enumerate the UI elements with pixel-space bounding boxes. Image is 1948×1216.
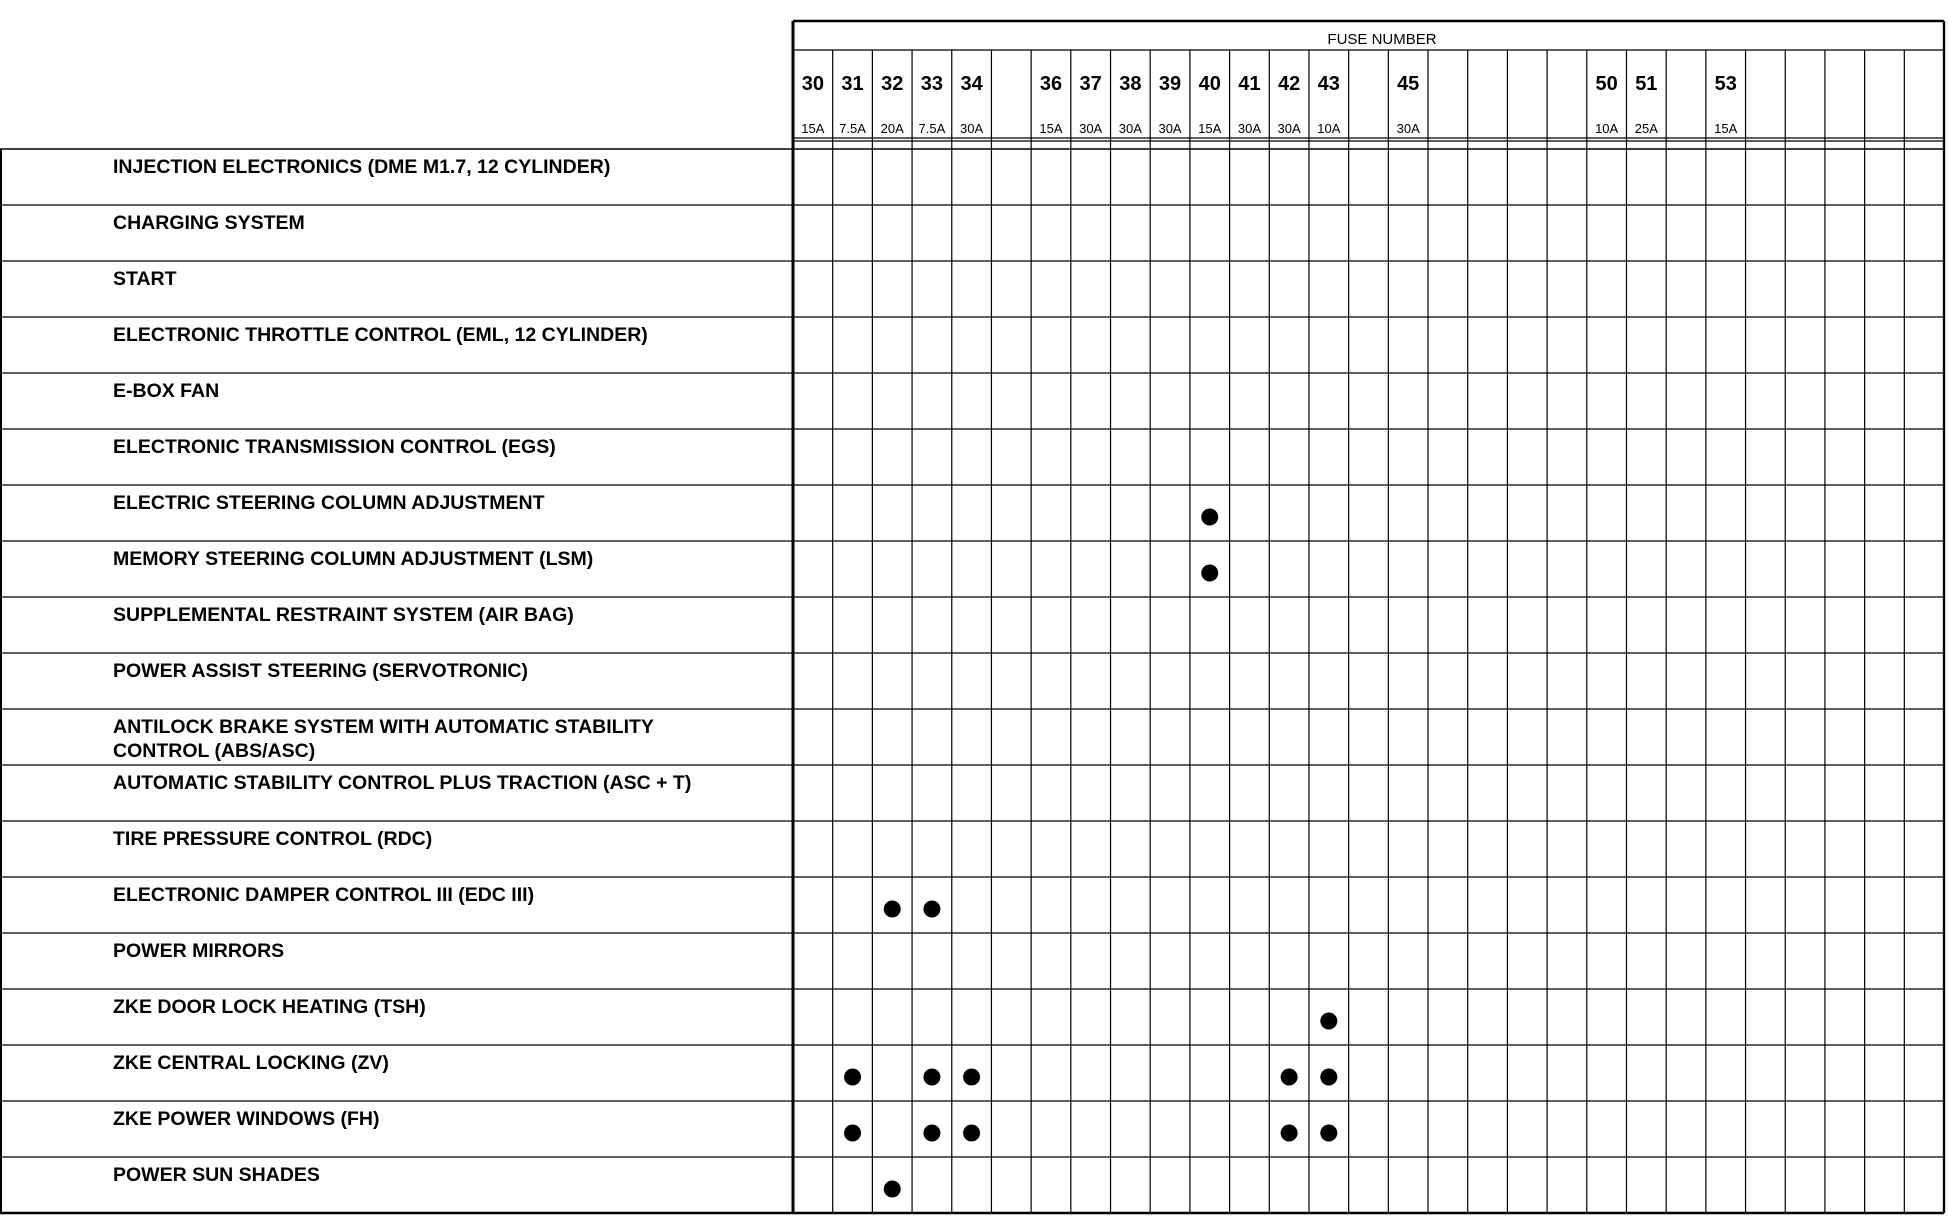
fuse-marker-dot — [1281, 1125, 1298, 1142]
fuse-amp-42: 30A — [1277, 121, 1301, 136]
circuit-label: ZKE DOOR LOCK HEATING (TSH) — [113, 996, 426, 1018]
fuse-number-32: 32 — [881, 73, 904, 95]
fuse-number-41: 41 — [1238, 73, 1261, 95]
circuit-label: ELECTRONIC DAMPER CONTROL III (EDC III) — [113, 884, 535, 906]
circuit-label: MEMORY STEERING COLUMN ADJUSTMENT (LSM) — [113, 548, 594, 570]
fuse-number-42: 42 — [1277, 73, 1301, 95]
circuit-label: POWER SUN SHADES — [113, 1164, 320, 1186]
fuse-marker-dot — [963, 1069, 980, 1086]
fuse-marker-dot — [1320, 1125, 1337, 1142]
circuit-label: E-BOX FAN — [113, 380, 220, 402]
fuse-marker-dot — [1201, 509, 1218, 526]
fuse-marker-dot — [963, 1125, 980, 1142]
fuse-amp-41: 30A — [1237, 121, 1262, 136]
fuse-amp-38: 30A — [1118, 121, 1142, 136]
fuse-amp-40: 15A — [1198, 121, 1222, 136]
circuit-label: START — [113, 268, 177, 290]
fuse-marker-dot — [884, 901, 901, 918]
fuse-amp-31: 7.5A — [839, 121, 866, 136]
circuit-label: SUPPLEMENTAL RESTRAINT SYSTEM (AIR BAG) — [113, 604, 574, 626]
fuse-amp-43: 10A — [1317, 121, 1341, 136]
fuse-marker-dot — [844, 1069, 861, 1086]
fuse-number-33: 33 — [920, 73, 944, 95]
fuse-amp-50: 10A — [1595, 121, 1619, 136]
fuse-marker-dot — [884, 1181, 901, 1198]
fuse-number-50: 50 — [1595, 73, 1618, 95]
fuse-number-45: 45 — [1397, 73, 1420, 95]
fuse-amp-53: 15A — [1714, 121, 1738, 136]
fuse-number-30: 30 — [801, 73, 824, 95]
fuse-amp-39: 30A — [1158, 121, 1182, 136]
fuse-marker-dot — [844, 1125, 861, 1142]
fuse-amp-37: 30A — [1079, 121, 1103, 136]
fuse-amp-30: 15A — [801, 121, 825, 136]
fuse-amp-34: 30A — [960, 121, 984, 136]
fuse-amp-33: 7.5A — [918, 121, 946, 136]
fuse-marker-dot — [1320, 1013, 1337, 1030]
fuse-marker-dot — [923, 1125, 940, 1142]
circuit-label: ELECTRONIC THROTTLE CONTROL (EML, 12 CYLINDER) — [113, 324, 648, 346]
fuse-amp-32: 20A — [880, 121, 904, 136]
circuit-label: POWER MIRRORS — [113, 940, 285, 962]
circuit-label: INJECTION ELECTRONICS (DME M1.7, 12 CYLINDER) — [113, 156, 611, 178]
fuse-marker-dot — [923, 901, 940, 918]
circuit-label: ANTILOCK BRAKE SYSTEM WITH AUTOMATIC STABILITY — [113, 716, 654, 738]
fuse-amp-51: 25A — [1634, 121, 1658, 136]
fuse-amp-36: 15A — [1039, 121, 1063, 136]
fuse-number-38: 38 — [1119, 73, 1142, 95]
circuit-label: ZKE POWER WINDOWS (FH) — [113, 1108, 380, 1130]
fuse-marker-dot — [1201, 565, 1218, 582]
fuse-amp-45: 30A — [1396, 121, 1420, 136]
fuse-number-53: 53 — [1714, 73, 1737, 95]
circuit-label: CHARGING SYSTEM — [113, 212, 305, 234]
circuit-label: TIRE PRESSURE CONTROL (RDC) — [113, 828, 433, 850]
circuit-label: ELECTRONIC TRANSMISSION CONTROL (EGS) — [113, 436, 556, 458]
circuit-label: ELECTRIC STEERING COLUMN ADJUSTMENT — [113, 492, 545, 514]
fuse-marker-dot — [923, 1069, 940, 1086]
fuse-number-37: 37 — [1079, 73, 1102, 95]
fuse-number-39: 39 — [1158, 73, 1182, 95]
fuse-number-43: 43 — [1317, 73, 1340, 95]
fuse-number-31: 31 — [841, 73, 864, 95]
circuit-label: AUTOMATIC STABILITY CONTROL PLUS TRACTION (ASC + T) — [113, 772, 692, 794]
fuse-number-36: 36 — [1039, 73, 1063, 95]
circuit-label: CONTROL (ABS/ASC) — [113, 740, 316, 762]
fuse-number-40: 40 — [1198, 73, 1221, 95]
fuse-number-title: FUSE NUMBER — [1327, 31, 1437, 48]
fuse-marker-dot — [1281, 1069, 1298, 1086]
circuit-label: POWER ASSIST STEERING (SERVOTRONIC) — [113, 660, 528, 682]
fuse-marker-dot — [1320, 1069, 1337, 1086]
circuit-label: ZKE CENTRAL LOCKING (ZV) — [113, 1052, 389, 1074]
fuse-number-51: 51 — [1635, 73, 1658, 95]
fuse-number-34: 34 — [960, 73, 983, 95]
